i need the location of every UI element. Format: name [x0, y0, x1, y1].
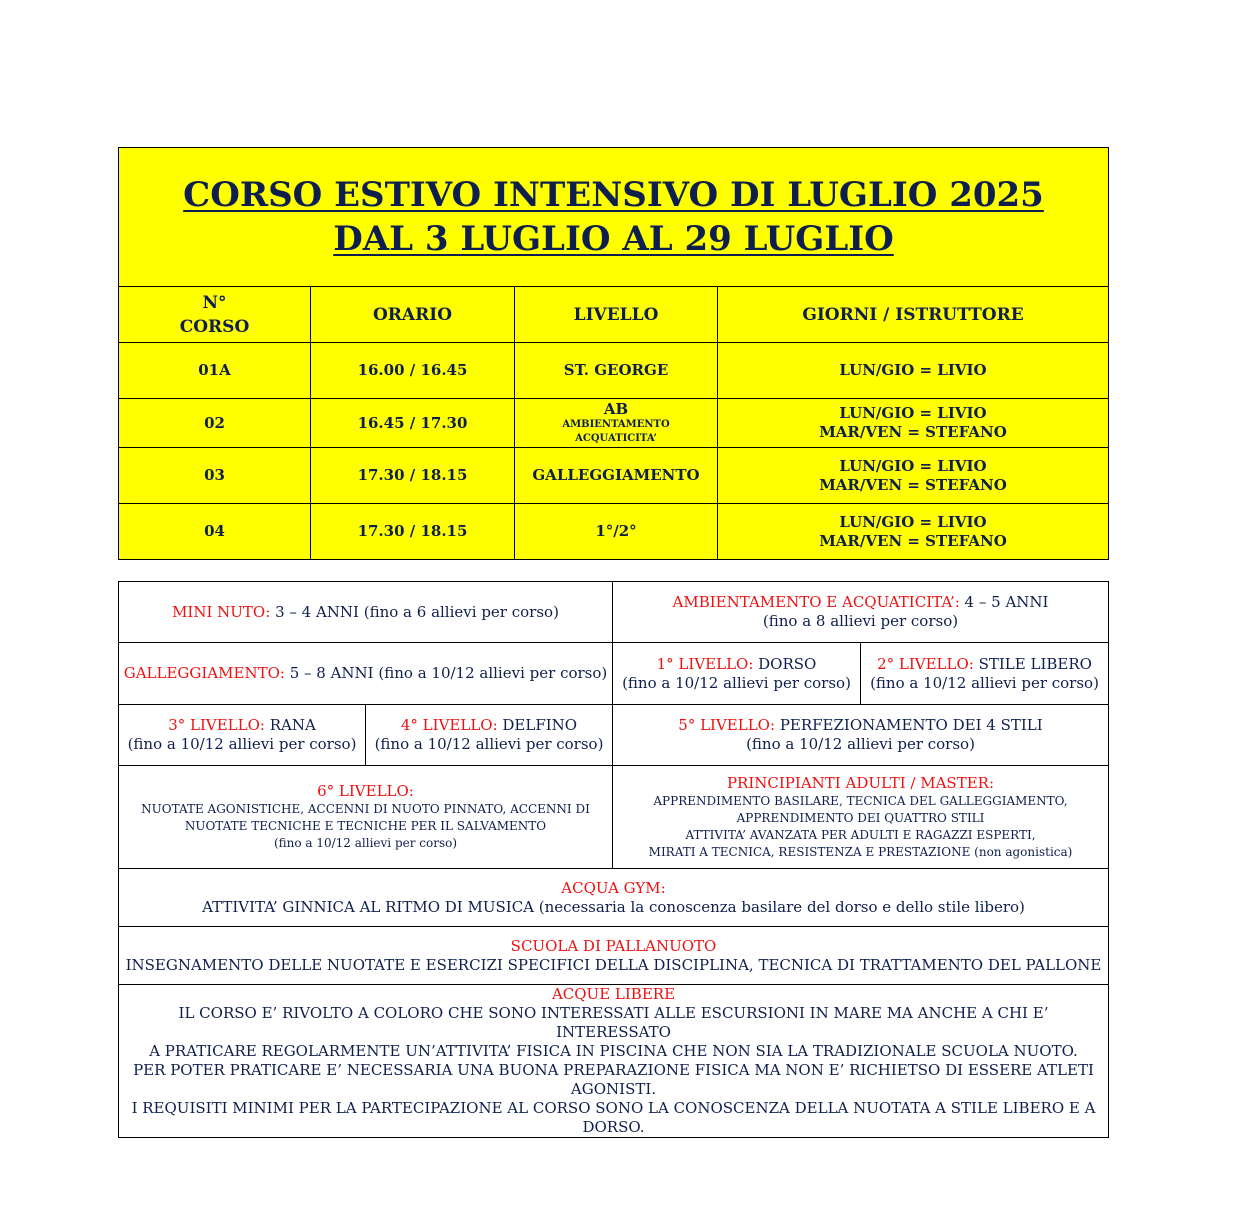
- level-5: 5° LIVELLO: PERFEZIONAMENTO DEI 4 STILI (fino a 10/12 allievi per corso): [613, 705, 1109, 766]
- level-1: 1° LIVELLO: DORSO (fino a 10/12 allievi per corso): [613, 643, 861, 705]
- level-4: 4° LIVELLO: DELFINO (fino a 10/12 allievi per corso): [366, 705, 613, 766]
- table-row: [119, 399, 1109, 448]
- schedule-table: [118, 147, 1109, 560]
- course-number: 03: [119, 448, 311, 504]
- levels-table: [118, 581, 1109, 1138]
- header-giorni: GIORNI / ISTRUTTORE: [718, 287, 1109, 343]
- acqua-gym: ACQUA GYM: ATTIVITA’ GINNICA AL RITMO DI MUSICA (necessaria la conoscenza basilare del dorso e dello stile libero): [119, 869, 1109, 927]
- level-mini-nuto: MINI NUTO: 3 – 4 ANNI (fino a 6 allievi per corso): [119, 582, 613, 643]
- table-row: [119, 343, 1109, 399]
- course-time: 17.30 / 18.15: [311, 504, 515, 560]
- level-ambientamento: AMBIENTAMENTO E ACQUATICITA’: 4 – 5 ANNI (fino a 8 allievi per corso): [613, 582, 1109, 643]
- level-3: 3° LIVELLO: RANA (fino a 10/12 allievi per corso): [119, 705, 366, 766]
- table-header-row: [119, 287, 1109, 343]
- table-row: [119, 448, 1109, 504]
- header-orario: ORARIO: [311, 287, 515, 343]
- level-galleggiamento: GALLEGGIAMENTO: 5 – 8 ANNI (fino a 10/12 allievi per corso): [119, 643, 613, 705]
- course-days: LUN/GIO = LIVIO: [718, 343, 1109, 399]
- course-number: 01A: [119, 343, 311, 399]
- acque-libere: ACQUE LIBERE IL CORSO E’ RIVOLTO A COLORO CHE SONO INTERESSATI ALLE ESCURSIONI IN MARE MA ANCHE A CHI E’ INTERESSATO A PRATICARE REGOLARMENTE UN’ATTIVITA’ FISICA IN PISCINA CHE NON SIA LA TRADIZIONALE SCUOLA NUOTO. PER POTER PRATICARE E’ NECESSARIA UNA BUONA PREPARAZIONE FISICA MA NON E’ RICHIETSO DI ESSERE ATLETI AGONISTI. I REQUISITI MINIMI PER LA PARTECIPAZIONE AL CORSO SONO LA CONOSCENZA DELLA NUOTATA A STILE LIBERO E A DORSO.: [119, 985, 1109, 1138]
- header-livello: LIVELLO: [515, 287, 718, 343]
- course-level: GALLEGGIAMENTO: [515, 448, 718, 504]
- course-level: AB AMBIENTAMENTO ACQUATICITA’: [515, 399, 718, 448]
- course-number: 02: [119, 399, 311, 448]
- scuola-pallanuoto: SCUOLA DI PALLANUOTO INSEGNAMENTO DELLE NUOTATE E ESERCIZI SPECIFICI DELLA DISCIPLINA, TECNICA DI TRATTAMENTO DEL PALLONE: [119, 927, 1109, 985]
- level-adulti-master: PRINCIPIANTI ADULTI / MASTER: APPRENDIMENTO BASILARE, TECNICA DEL GALLEGGIAMENTO, APPRENDIMENTO DEI QUATTRO STILI ATTIVITA’ AVANZATA PER ADULTI E RAGAZZI ESPERTI, MIRATI A TECNICA, RESISTENZA E PRESTAZIONE (non agonistica): [613, 766, 1109, 869]
- title-cell: [119, 148, 1109, 287]
- course-level: ST. GEORGE: [515, 343, 718, 399]
- course-days: LUN/GIO = LIVIO MAR/VEN = STEFANO: [718, 399, 1109, 448]
- course-days: LUN/GIO = LIVIO MAR/VEN = STEFANO: [718, 448, 1109, 504]
- course-level: 1°/2°: [515, 504, 718, 560]
- course-days: LUN/GIO = LIVIO MAR/VEN = STEFANO: [718, 504, 1109, 560]
- course-time: 16.00 / 16.45: [311, 343, 515, 399]
- level-2: 2° LIVELLO: STILE LIBERO (fino a 10/12 allievi per corso): [861, 643, 1109, 705]
- course-number: 04: [119, 504, 311, 560]
- header-corso: N° CORSO: [119, 287, 311, 343]
- level-6: 6° LIVELLO: NUOTATE AGONISTICHE, ACCENNI DI NUOTO PINNATO, ACCENNI DI NUOTATE TECNICHE E TECNICHE PER IL SALVAMENTO (fino a 10/12 allievi per corso): [119, 766, 613, 869]
- course-time: 17.30 / 18.15: [311, 448, 515, 504]
- course-time: 16.45 / 17.30: [311, 399, 515, 448]
- page-title: CORSO ESTIVO INTENSIVO DI LUGLIO 2025: [183, 175, 1044, 215]
- table-row: [119, 504, 1109, 560]
- page-subtitle: DAL 3 LUGLIO AL 29 LUGLIO: [333, 219, 894, 259]
